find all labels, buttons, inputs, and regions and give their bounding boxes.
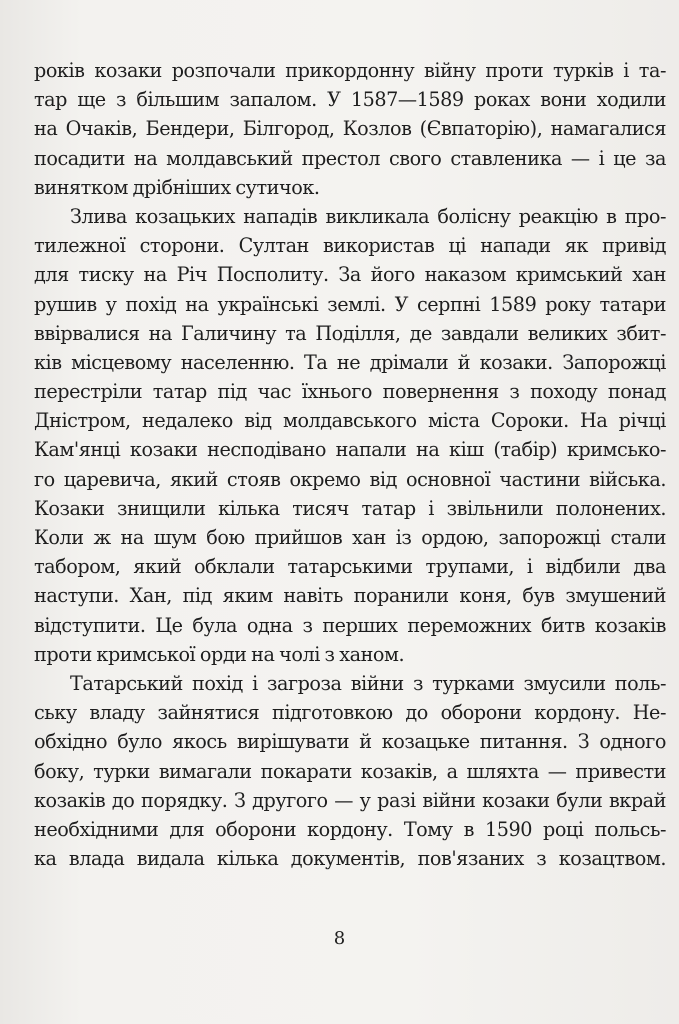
paragraph-1 xyxy=(34,56,666,202)
text-line: рушив у похід на українські землі. У серпні 1589 року татари xyxy=(34,292,666,316)
text-line: Козаки знищили кілька тисяч татар і звільнили полонених. xyxy=(34,496,666,520)
body-text xyxy=(34,56,666,873)
text-line: табором, який обклали татарськими трупами, і відбили два xyxy=(34,555,666,579)
text-line: наступи. Хан, під яким навіть поранили коня, був змушений xyxy=(34,584,666,608)
text-line: го царевича, який стояв окремо від основної частини війська. xyxy=(34,467,666,491)
page-number: 8 xyxy=(333,928,346,949)
text-line: ввірвалися на Галичину та Поділля, де завдали великих збит- xyxy=(34,321,666,345)
text-line: перестріли татар під час їхнього повернення з походу понад xyxy=(34,380,666,404)
text-line: тар ще з більшим запалом. У 1587—1589 роках вони ходили xyxy=(34,88,666,112)
text-line: на Очаків, Бендери, Білгород, Козлов (Євпаторію), намагалися xyxy=(34,117,666,141)
text-line: Кам'янці козаки несподівано напали на кіш (табір) кримсько- xyxy=(34,438,666,462)
paragraph-2 xyxy=(34,202,666,669)
text-line: ка влада видала кілька документів, пов'язаних з козацтвом. xyxy=(34,847,666,871)
text-line: необхідними для оборони кордону. Тому в 1590 році польсь- xyxy=(34,817,666,841)
text-line: обхідно було якось вирішувати й козацьке питання. З одного xyxy=(34,730,666,754)
text-line: Коли ж на шум бою прийшов хан із ордою, запорожці стали xyxy=(34,526,666,549)
text-line: тилежної сторони. Султан використав ці напади як привід xyxy=(34,234,666,258)
text-line: Злива козацьких нападів викликала болісну реакцію в про- xyxy=(70,204,666,228)
text-line: років козаки розпочали прикордонну війну проти турків і та- xyxy=(34,59,666,82)
text-line: відступити. Це була одна з перших переможних битв козаків xyxy=(34,613,666,637)
text-line: для тиску на Річ Посполиту. За його наказом кримський хан xyxy=(34,263,666,287)
text-line: проти кримської орди на чолі з ханом. xyxy=(34,642,405,666)
text-line: Дністром, недалеко від молдавського міста Сороки. На річці xyxy=(34,409,666,433)
paragraph-3 xyxy=(34,669,666,873)
text-line: посадити на молдавський престол свого ставленика — і це за xyxy=(34,146,666,170)
text-line: ську владу зайнятися підготовкою до оборони кордону. Не- xyxy=(34,701,666,725)
text-line: винятком дрібніших сутичок. xyxy=(34,175,320,199)
text-line: ків місцевому населенню. Та не дрімали й козаки. Запорожці xyxy=(34,350,666,374)
text-line: Татарський похід і загроза війни з турками змусили поль- xyxy=(70,671,666,695)
text-line: козаків до порядку. З другого — у разі війни козаки були вкрай xyxy=(34,788,666,812)
text-line: боку, турки вимагали покарати козаків, а шляхта — привести xyxy=(34,759,666,783)
